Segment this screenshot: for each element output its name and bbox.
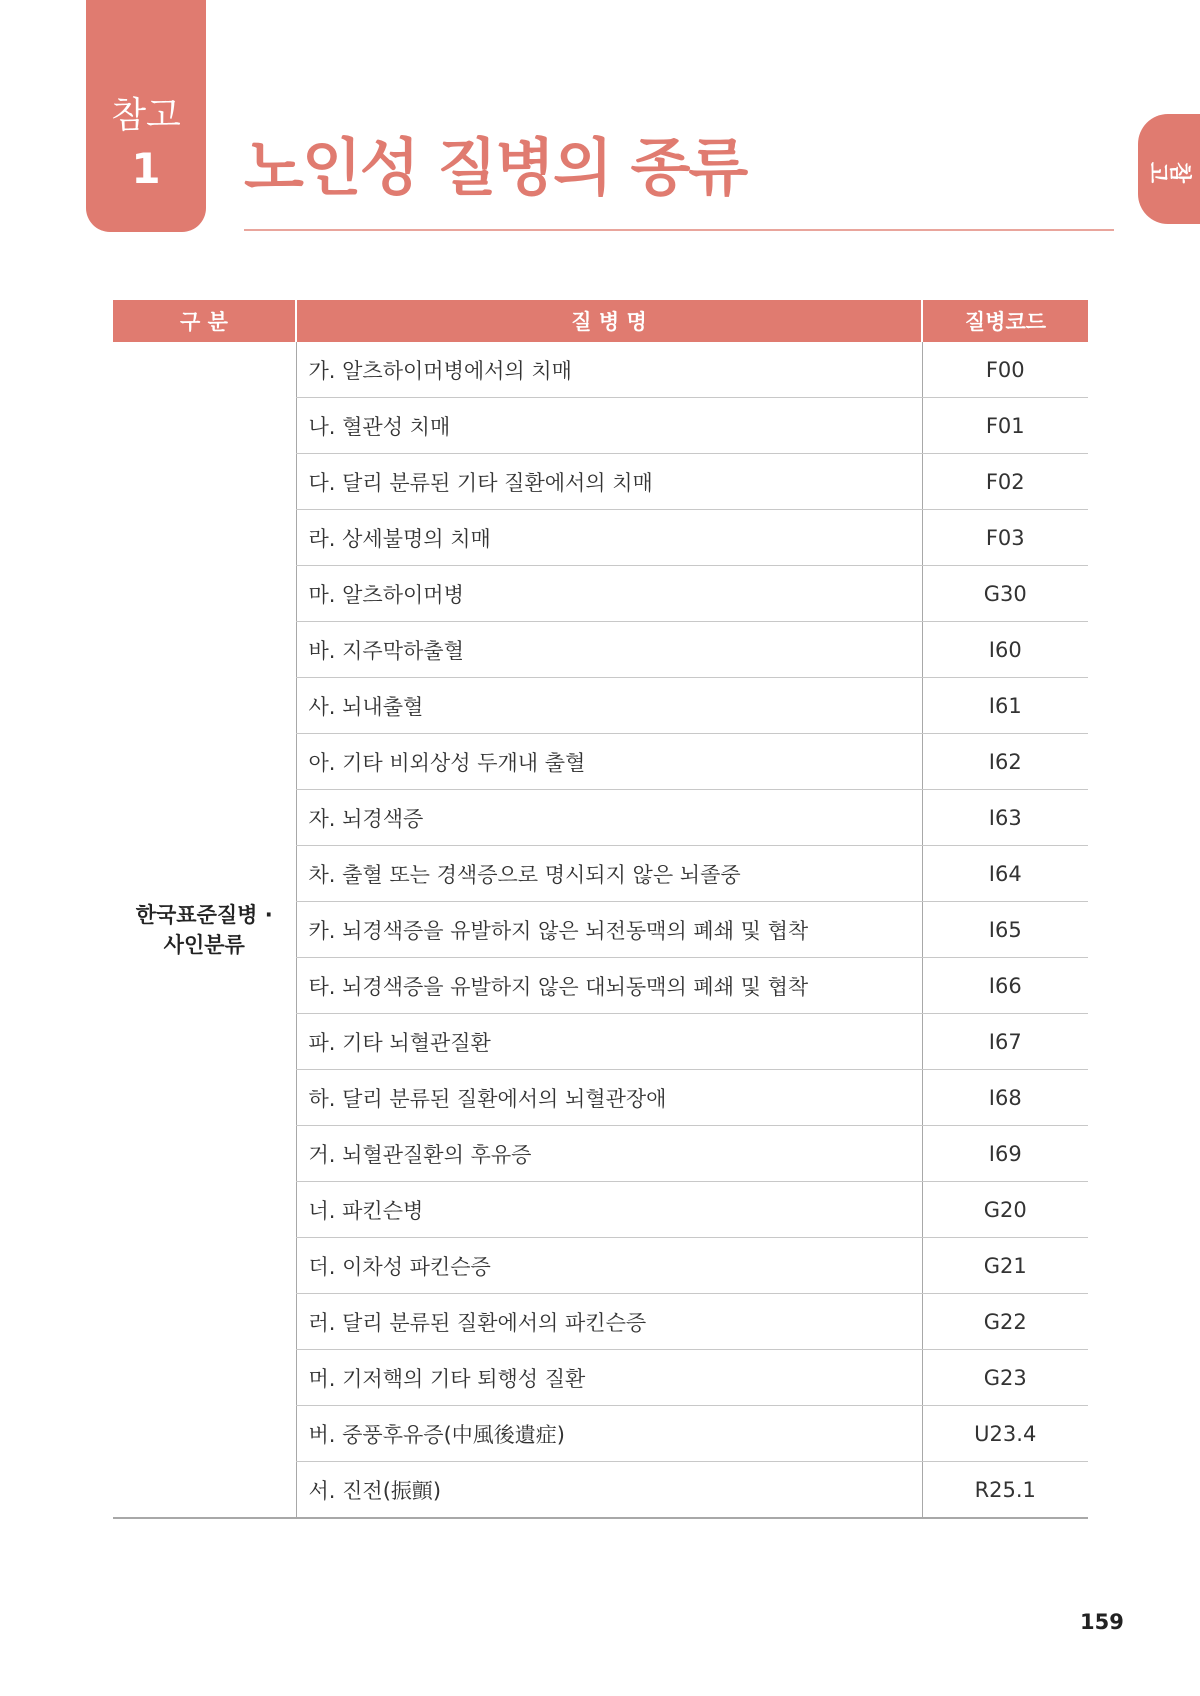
disease-code-cell: I60 [922,622,1088,678]
table-body [113,342,1088,1518]
disease-name-cell: 파. 기타 뇌혈관질환 [296,1014,922,1070]
table-header-row [113,300,1088,342]
disease-name-cell: 나. 혈관성 치매 [296,398,922,454]
disease-code-cell: I64 [922,846,1088,902]
disease-code-cell: G30 [922,566,1088,622]
disease-code-cell: G21 [922,1238,1088,1294]
disease-code-cell: R25.1 [922,1462,1088,1519]
reference-label: 참고 [111,95,181,136]
disease-name-cell: 너. 파킨슨병 [296,1182,922,1238]
disease-code-cell: G20 [922,1182,1088,1238]
disease-name-cell: 사. 뇌내출혈 [296,678,922,734]
header-category: 구 분 [113,300,296,342]
side-index-tab[interactable] [1138,114,1200,224]
header-code: 질병코드 [922,300,1088,342]
page-title: 노인성 질병의 종류 [244,131,747,204]
disease-name-cell: 차. 출혈 또는 경색증으로 명시되지 않은 뇌졸중 [296,846,922,902]
disease-name-cell: 거. 뇌혈관질환의 후유증 [296,1126,922,1182]
disease-code-cell: I61 [922,678,1088,734]
disease-code-cell: U23.4 [922,1406,1088,1462]
disease-code-cell: I62 [922,734,1088,790]
disease-name-cell: 다. 달리 분류된 기타 질환에서의 치매 [296,454,922,510]
disease-name-cell: 서. 진전(振顫) [296,1462,922,1519]
disease-name-cell: 하. 달리 분류된 질환에서의 뇌혈관장애 [296,1070,922,1126]
disease-code-cell: F00 [922,342,1088,398]
disease-name-cell: 카. 뇌경색증을 유발하지 않은 뇌전동맥의 폐쇄 및 협착 [296,902,922,958]
disease-name-cell: 머. 기저핵의 기타 퇴행성 질환 [296,1350,922,1406]
disease-name-cell: 아. 기타 비외상성 두개내 출혈 [296,734,922,790]
disease-name-cell: 마. 알츠하이머병 [296,566,922,622]
page-number: 159 [1080,1610,1124,1634]
title-divider [244,229,1114,231]
category-cell: 한국표준질병 · 사인분류 [113,342,296,1518]
disease-name-cell: 바. 지주막하출혈 [296,622,922,678]
side-index-tab-label: 참고 [1148,158,1192,183]
reference-number: 1 [131,144,161,193]
disease-code-cell: G22 [922,1294,1088,1350]
disease-code-cell: I63 [922,790,1088,846]
disease-code-cell: I66 [922,958,1088,1014]
disease-name-cell: 라. 상세불명의 치매 [296,510,922,566]
header-disease-name: 질 병 명 [296,300,922,342]
disease-code-cell: F03 [922,510,1088,566]
disease-code-cell: I68 [922,1070,1088,1126]
disease-name-cell: 러. 달리 분류된 질환에서의 파킨슨증 [296,1294,922,1350]
disease-code-cell: I67 [922,1014,1088,1070]
table-row [113,342,1088,398]
disease-code-cell: G23 [922,1350,1088,1406]
disease-name-cell: 더. 이차성 파킨슨증 [296,1238,922,1294]
disease-name-cell: 버. 중풍후유증(中風後遺症) [296,1406,922,1462]
disease-name-cell: 타. 뇌경색증을 유발하지 않은 대뇌동맥의 폐쇄 및 협착 [296,958,922,1014]
reference-tab [86,0,206,232]
disease-name-cell: 가. 알츠하이머병에서의 치매 [296,342,922,398]
disease-code-cell: I69 [922,1126,1088,1182]
disease-table [113,300,1088,1519]
disease-code-cell: F01 [922,398,1088,454]
disease-code-cell: I65 [922,902,1088,958]
disease-code-cell: F02 [922,454,1088,510]
disease-name-cell: 자. 뇌경색증 [296,790,922,846]
